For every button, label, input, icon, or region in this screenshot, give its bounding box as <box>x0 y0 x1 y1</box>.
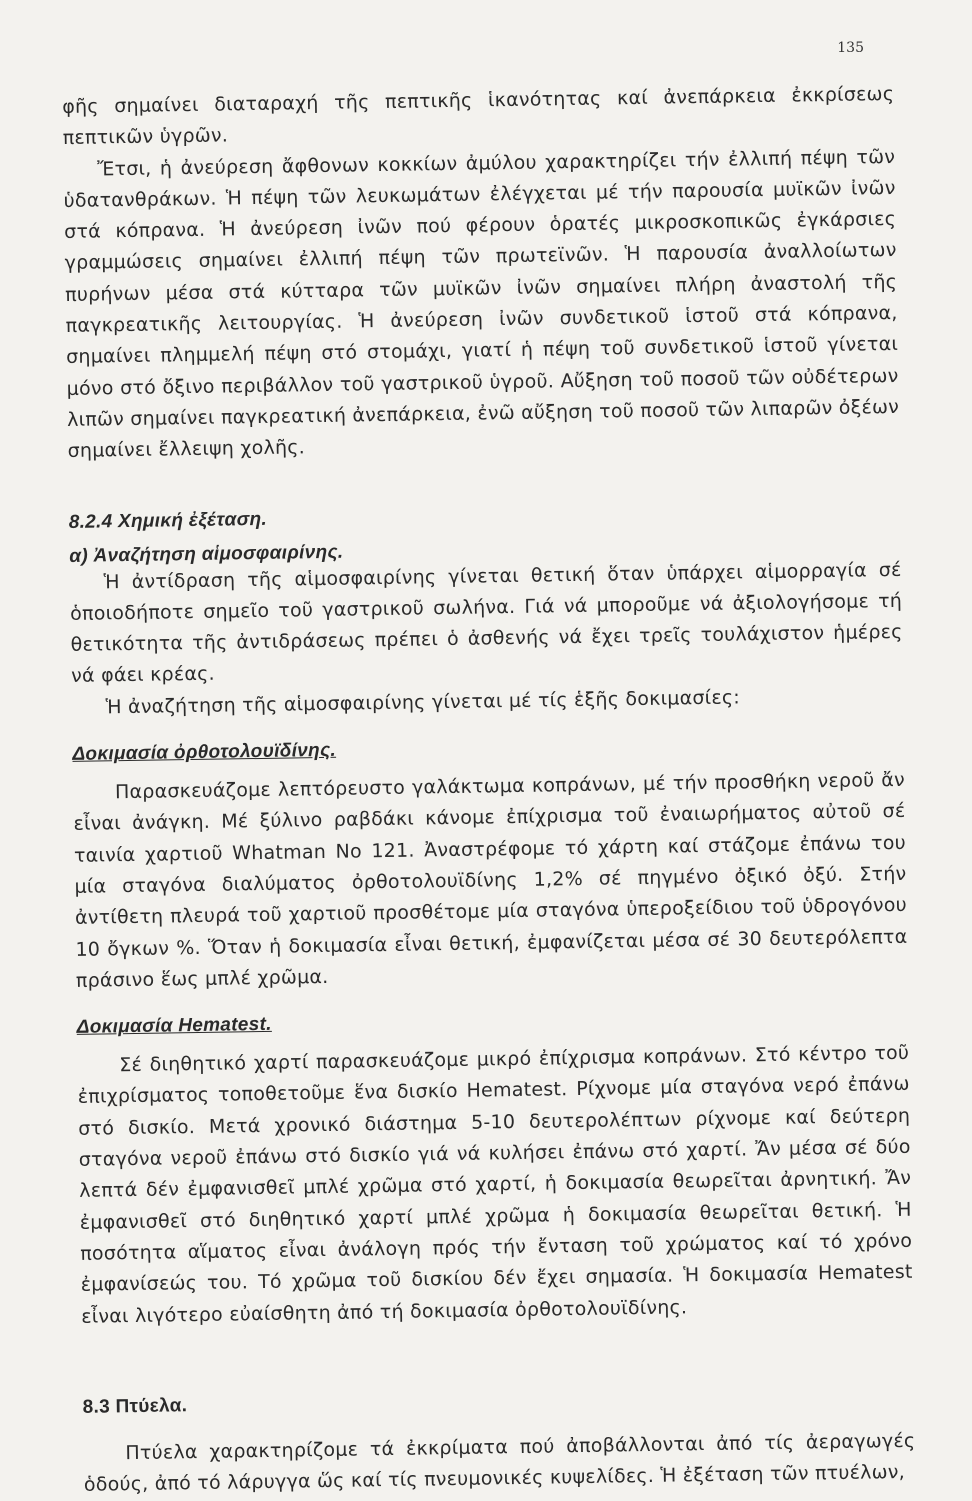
paragraph-hemoglobin-2: Ἡ ἀναζήτηση τῆς αἱμοσφαιρίνης γίνεται μέ τίς ἑξῆς δοκιμασίες: <box>105 686 741 719</box>
subheading-orthotoluidine-test: Δοκιμασία ὀρθοτολουϊδίνης. <box>72 739 337 765</box>
subheading-hemoglobin: α) Ἀναζήτηση αἱμοσφαιρίνης. <box>69 541 344 567</box>
section-heading-chemical-exam: 8.2.4 Χημική ἐξέταση. <box>68 508 268 533</box>
paragraph-hematest: Σέ διηθητικό χαρτί παρασκευάζομε μικρό ἐπίχρισμα κοπράνων. Στό κέντρο τοῦ ἐπιχρίσματος τοποθετοῦμε ἕνα δισκίο Hematest. Ρίχνομε μία σταγόνα νερό ἐπάνω στό δισκίο. Μετά χρονικό διάστημα 5-10 δευτερολέπτων ρίχνομε καί δεύτερη σταγόνα νεροῦ ἐπάνω στό δισκίο γιά νά κυλήσει ἐπάνω στό χαρτί. Ἄν μέσα σέ δύο λεπτά δέν ἐμφανισθεῖ μπλέ χρῶμα στό χαρτί, ἡ δοκιμασία θεωρεῖται ἀρνητική. Ἄν ἐμφανισθεῖ στό διηθητικό χαρτί μπλέ χρῶμα ἡ δοκιμασία θεωρεῖται θετική. Ἡ ποσότητα αἵματος εἶναι ἀνάλογη πρός τήν ἔνταση τοῦ χρώματος καί τό χρόνο ἐμφανίσεώς του. Τό χρῶμα τοῦ δισκίου δέν ἔχει σημασία. Ἡ δοκιμασία Hematest εἶναι λιγότερο εὐαίσθητη ἀπό τή δοκιμασία ὀρθοτολουϊδίνης. <box>77 1041 913 1328</box>
paragraph-hemoglobin-1: Ἡ ἀντίδραση τῆς αἱμοσφαιρίνης γίνεται θετική ὅταν ὑπάρχει αἱμορραγία σέ ὁποιοδήποτε σημεῖο τοῦ γαστρικοῦ σωλήνα. Γιά νά μποροῦμε νά ἀξιολογήσομε τή θετικότητα τῆς ἀντιδράσεως πρέπει ὁ ἀσθενής νά ἔχει τρεῖς τουλάχιστον ἡμέρες νά φάει κρέας. <box>70 558 903 688</box>
paragraph-sputum: Πτύελα χαρακτηρίζομε τά ἐκκρίματα πού ἀποβάλλονται ἀπό τίς ἀεραγωγές ὁδούς, ἀπό τό λάρυγγα ὥς καί τίς πνευμονικές κυψελίδες. Ἡ ἐξέταση τῶν πτυέλων, <box>83 1429 916 1496</box>
section-heading-sputum: 8.3 Πτύελα. <box>82 1394 188 1418</box>
paragraph-digestion: Ἔτσι, ἡ ἀνεύρεση ἄφθονων κοκκίων ἀμύλου χαρακτηρίζει τήν ἐλλιπή πέψη τῶν ὑδατανθράκων. Ἡ πέψη τῶν λευκωμάτων ἐλέγχεται μέ τήν παρουσία μυϊκῶν ἰνῶν στά κόπρανα. Ἡ ἀνεύρεση ἰνῶν πού φέρουν ὁρατές μικροσκοπικῶς ἐγκάρσιες γραμμώσεις σημαίνει ἐλλιπή πέψη τῶν πρωτεϊνῶν. Ἡ παρουσία ἀναλλοίωτων πυρήνων μέσα στά κύτταρα τῶν μυϊκῶν ἰνῶν σημαίνει πλήρη ἀναστολή τῆς παγκρεατικῆς λειτουργίας. Ἡ ἀνεύρεση ἰνῶν συνδετικοῦ ἱστοῦ στά κόπρανα, σημαίνει πλημμελή πέψη στό στομάχι, γιατί ἡ πέψη τοῦ συνδετικοῦ ἱστοῦ γίνεται μόνο στό ὄξινο περιβάλλον τοῦ γαστρικοῦ ὑγροῦ. Αὔξηση τοῦ ποσοῦ τῶν οὐδέτερων λιπῶν σημαίνει παγκρεατική ἀνεπάρκεια, ἐνῶ αὔξηση τοῦ ποσοῦ τῶν λιπαρῶν ὀξέων σημαίνει ἔλλειψη χολῆς. <box>63 145 900 463</box>
subheading-hematest: Δοκιμασία Hematest. <box>76 1013 272 1039</box>
paragraph-continuation: φῆς σημαίνει διαταραχή τῆς πεπτικῆς ἱκανότητας καί ἀνεπάρκεια ἐκκρίσεως πεπτικῶν ὑγρῶν. <box>62 82 895 150</box>
paragraph-orthotoluidine-test: Παρασκευάζομε λεπτόρευστο γαλάκτωμα κοπράνων, μέ τήν προσθήκη νεροῦ ἄν εἶναι ἀνάγκη. Μέ ξύλινο ραβδάκι κάνομε ἐπίχρισμα τοῦ ἐναιωρήματος αὐτοῦ σέ ταινία χαρτιοῦ Whatman No 121. Ἀναστρέφομε τό χάρτη καί στάζομε ἐπάνω του μία σταγόνα διαλύματος ὀρθοτολουϊδίνης 1,2% σέ πηγμένο ὀξικό ὀξύ. Στήν ἀντίθετη πλευρά τοῦ χαρτιοῦ προσθέτομε μία σταγόνα ὑπεροξείδιου τοῦ ὑδρογόνου 10 ὄγκων %. Ὅταν ἡ δοκιμασία εἶναι θετική, ἐμφανίζεται μέσα σέ 30 δευτερόλεπτα πράσινο ἕως μπλέ χρῶμα. <box>73 768 908 992</box>
page-body <box>62 79 916 1501</box>
page-number: 135 <box>837 40 864 56</box>
